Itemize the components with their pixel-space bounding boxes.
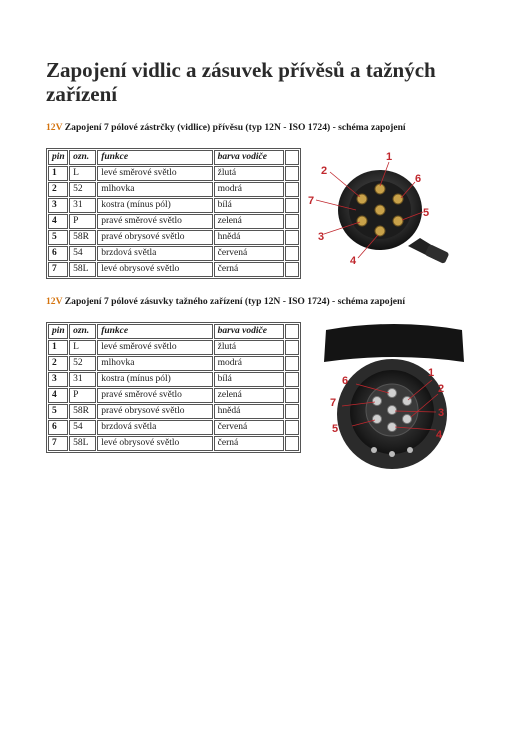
col-pin: pin xyxy=(48,150,68,165)
table-row xyxy=(48,214,299,229)
cell-code: P xyxy=(69,214,96,229)
plug-pin xyxy=(393,194,403,204)
cell-color: žlutá xyxy=(214,166,284,181)
cell-code: 52 xyxy=(69,182,96,197)
cell-function: levé obrysové světlo xyxy=(97,436,212,451)
table-row xyxy=(48,340,299,355)
socket-label-1: 1 xyxy=(428,367,435,379)
plug-label-3: 3 xyxy=(318,231,325,243)
cell-empty xyxy=(285,198,299,213)
cell-function: pravé obrysové světlo xyxy=(97,230,212,245)
plug-label-1: 1 xyxy=(386,151,393,163)
cell-function: levé obrysové světlo xyxy=(97,262,212,277)
cell-pin: 7 xyxy=(48,262,68,277)
cell-code: 58R xyxy=(69,404,96,419)
cell-empty xyxy=(285,436,299,451)
table-row xyxy=(48,198,299,213)
plug-label-5: 5 xyxy=(423,207,430,219)
socket-contact xyxy=(403,415,412,424)
cell-color: hnědá xyxy=(214,230,284,245)
cell-pin: 2 xyxy=(48,356,68,371)
cell-function: pravé směrové světlo xyxy=(97,388,212,403)
cell-color: černá xyxy=(214,262,284,277)
cell-function: brzdová světla xyxy=(97,420,212,435)
section1-heading xyxy=(46,122,486,133)
section1-voltage: 12V xyxy=(46,122,63,133)
cell-color: žlutá xyxy=(214,340,284,355)
cell-function: mlhovka xyxy=(97,356,212,371)
socket-label-5: 5 xyxy=(332,423,339,435)
socket-lid xyxy=(324,324,464,362)
cell-pin: 6 xyxy=(48,246,68,261)
cell-code: 54 xyxy=(69,420,96,435)
plug-label-2: 2 xyxy=(321,165,328,177)
section2-heading-text: Zapojení 7 pólové zásuvky tažného zařízení (typ 12N - ISO 1724) - schéma zapojení xyxy=(64,296,406,307)
cell-pin: 7 xyxy=(48,436,68,451)
socket-photo xyxy=(314,322,474,472)
cell-color: černá xyxy=(214,436,284,451)
plug-cable xyxy=(408,238,450,264)
cell-code: P xyxy=(69,388,96,403)
cell-code: 31 xyxy=(69,198,96,213)
table-row xyxy=(48,182,299,197)
plug-pin xyxy=(357,216,367,226)
cell-code: 58L xyxy=(69,436,96,451)
socket-wiring-table xyxy=(46,322,301,453)
plug-wiring-table xyxy=(46,148,301,279)
cell-pin: 1 xyxy=(48,166,68,181)
cell-color: zelená xyxy=(214,214,284,229)
cell-code: 54 xyxy=(69,246,96,261)
cell-color: bílá xyxy=(214,372,284,387)
plug-pin xyxy=(375,205,385,215)
cell-pin: 5 xyxy=(48,230,68,245)
cell-code: L xyxy=(69,340,96,355)
cell-function: pravé obrysové světlo xyxy=(97,404,212,419)
table-row xyxy=(48,262,299,277)
col-function: funkce xyxy=(97,324,212,339)
socket-label-2: 2 xyxy=(438,383,445,395)
cell-function: mlhovka xyxy=(97,182,212,197)
col-pin: pin xyxy=(48,324,68,339)
cell-function: brzdová světla xyxy=(97,246,212,261)
cell-code: 31 xyxy=(69,372,96,387)
cell-pin: 3 xyxy=(48,372,68,387)
plug-label-4: 4 xyxy=(350,255,357,267)
cell-code: L xyxy=(69,166,96,181)
section1-heading-text: Zapojení 7 pólové zástrčky (vidlice) přívěsu (typ 12N - ISO 1724) - schéma zapojení xyxy=(64,122,406,133)
socket-contact xyxy=(373,397,382,406)
table-row xyxy=(48,230,299,245)
table-row xyxy=(48,436,299,451)
cell-empty xyxy=(285,420,299,435)
cell-color: modrá xyxy=(214,182,284,197)
plug-label-6: 6 xyxy=(415,173,422,185)
table-row xyxy=(48,420,299,435)
cell-function: kostra (mínus pól) xyxy=(97,372,212,387)
socket-label-3: 3 xyxy=(438,407,445,419)
socket-table-body xyxy=(48,340,299,451)
cell-empty xyxy=(285,404,299,419)
col-code: ozn. xyxy=(69,324,96,339)
plug-pin xyxy=(375,226,385,236)
table-row xyxy=(48,246,299,261)
plug-pin xyxy=(393,216,403,226)
table-header-row xyxy=(48,324,299,339)
plug-photo xyxy=(308,148,458,278)
cell-empty xyxy=(285,262,299,277)
table-row xyxy=(48,372,299,387)
cell-empty xyxy=(285,246,299,261)
cell-function: levé směrové světlo xyxy=(97,340,212,355)
plug-label-7: 7 xyxy=(308,195,315,207)
socket-label-4: 4 xyxy=(436,429,443,441)
col-function: funkce xyxy=(97,150,212,165)
col-code: ozn. xyxy=(69,150,96,165)
section2-heading xyxy=(46,296,486,307)
table-row xyxy=(48,404,299,419)
socket-label-7: 7 xyxy=(330,397,337,409)
cell-color: zelená xyxy=(214,388,284,403)
page-title: Zapojení vidlic a zásuvek přívěsů a tažných zařízení xyxy=(46,58,436,106)
cell-function: kostra (mínus pól) xyxy=(97,198,212,213)
cell-empty xyxy=(285,372,299,387)
col-color: barva vodiče xyxy=(214,150,284,165)
cell-empty xyxy=(285,182,299,197)
cell-code: 58L xyxy=(69,262,96,277)
cell-empty xyxy=(285,388,299,403)
cell-empty xyxy=(285,230,299,245)
cell-empty xyxy=(285,340,299,355)
plug-table-body xyxy=(48,166,299,277)
cell-pin: 1 xyxy=(48,340,68,355)
cell-color: hnědá xyxy=(214,404,284,419)
cell-pin: 6 xyxy=(48,420,68,435)
socket-contact xyxy=(388,406,397,415)
cell-color: bílá xyxy=(214,198,284,213)
cell-color: červená xyxy=(214,420,284,435)
socket-contact xyxy=(373,415,382,424)
table-row xyxy=(48,166,299,181)
table-row xyxy=(48,356,299,371)
cell-pin: 4 xyxy=(48,214,68,229)
cell-function: levé směrové světlo xyxy=(97,166,212,181)
cell-color: modrá xyxy=(214,356,284,371)
cell-empty xyxy=(285,166,299,181)
cell-function: pravé směrové světlo xyxy=(97,214,212,229)
cell-empty xyxy=(285,356,299,371)
cell-code: 58R xyxy=(69,230,96,245)
socket-label-6: 6 xyxy=(342,375,349,387)
cell-pin: 2 xyxy=(48,182,68,197)
cell-pin: 4 xyxy=(48,388,68,403)
col-empty xyxy=(285,150,299,165)
cell-pin: 5 xyxy=(48,404,68,419)
cell-code: 52 xyxy=(69,356,96,371)
section2-voltage: 12V xyxy=(46,296,63,307)
table-row xyxy=(48,388,299,403)
cell-empty xyxy=(285,214,299,229)
cell-pin: 3 xyxy=(48,198,68,213)
col-color: barva vodiče xyxy=(214,324,284,339)
col-empty xyxy=(285,324,299,339)
table-header-row xyxy=(48,150,299,165)
cell-color: červená xyxy=(214,246,284,261)
